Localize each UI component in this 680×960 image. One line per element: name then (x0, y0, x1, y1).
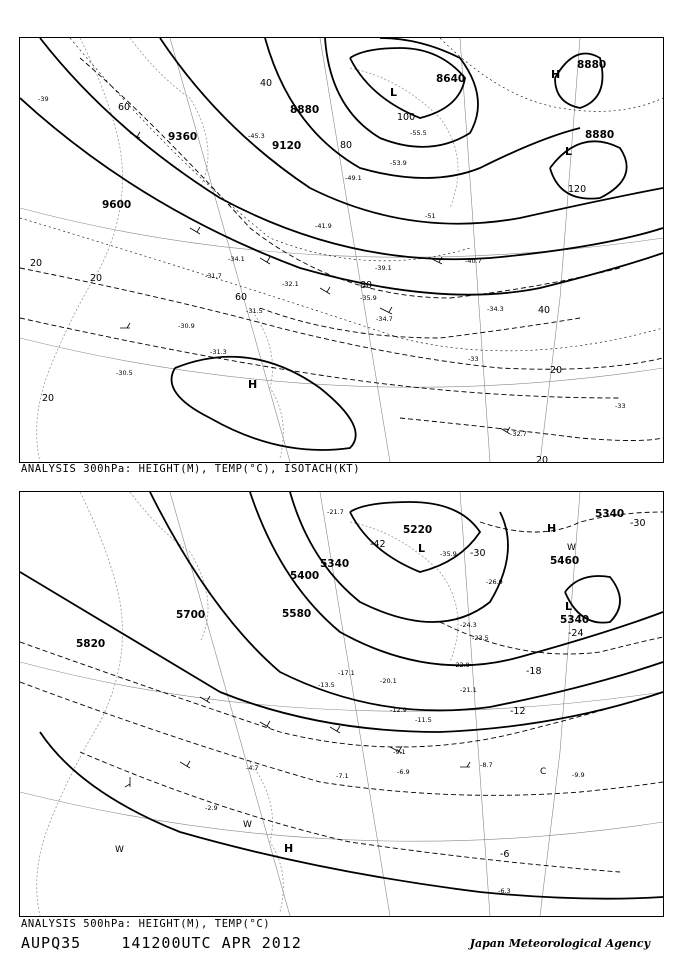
temp-label: -30 (470, 548, 486, 559)
pressure-center-low: L (390, 86, 398, 99)
graticule (20, 38, 663, 462)
pressure-center-high: H (284, 842, 294, 855)
temp-label: -40.7 (465, 257, 482, 265)
isotach-label: 40 (260, 78, 273, 89)
warm-center: W (243, 820, 252, 830)
isotherm-label-group (370, 518, 646, 860)
pressure-center-low: L (565, 145, 573, 158)
temp-label: -35.9 (360, 294, 377, 302)
temp-label: -26.9 (486, 578, 503, 586)
isotach-label: 40 (538, 305, 551, 316)
height-label: 8640 (436, 73, 466, 85)
isotach-label: 20 (42, 393, 55, 404)
height-label: 8880 (585, 129, 615, 141)
warm-center: W (115, 845, 124, 855)
wind-barbs (120, 132, 510, 434)
temp-label: -31.5 (246, 307, 263, 315)
temp-label: -39 (38, 95, 49, 103)
temp-label: -12 (510, 706, 526, 717)
pressure-center-high: H (551, 68, 561, 81)
temp-label: -41.9 (315, 222, 332, 230)
caption-500hpa: ANALYSIS 500hPa: HEIGHT(M), TEMP(°C) (21, 918, 271, 930)
temp-label: -8.7 (480, 761, 493, 769)
map-500hpa (20, 492, 663, 916)
isotach-label: 20 (536, 455, 549, 462)
coastlines (37, 38, 458, 462)
map-300hpa (20, 38, 663, 462)
temp-label: -33 (468, 355, 479, 363)
temp-label: -9.1 (393, 748, 406, 756)
temp-label: -51 (425, 212, 436, 220)
temp-label: -31.7 (205, 272, 222, 280)
height-label: 5460 (550, 555, 580, 567)
temp-label: -24.3 (460, 621, 477, 629)
height-label: 5820 (76, 638, 106, 650)
temp-label: -31.3 (210, 348, 227, 356)
temp-label: -30.9 (178, 322, 195, 330)
chart-panel-500hpa (19, 491, 664, 917)
height-contours (20, 38, 663, 450)
coastlines (37, 492, 458, 916)
height-label: 5700 (176, 609, 206, 621)
height-label-group (102, 59, 614, 211)
isotach-label: 20 (90, 273, 103, 284)
temp-label: -6 (500, 849, 510, 860)
temp-label: -39.1 (375, 264, 392, 272)
temp-label: -6.9 (397, 768, 410, 776)
temp-label: -55.5 (410, 129, 427, 137)
cold-center: C (540, 767, 547, 777)
temp-label: -17.1 (338, 669, 355, 677)
height-label: 5340 (560, 614, 590, 626)
temp-label: -35.9 (440, 550, 457, 558)
height-label: 9120 (272, 140, 302, 152)
pressure-center-high: H (248, 378, 258, 391)
temp-label: -49.1 (345, 174, 362, 182)
height-label: 9360 (168, 131, 198, 143)
isotach-label: 20 (30, 258, 43, 269)
product-id: AUPQ35 (21, 934, 82, 952)
temp-label: -4.7 (246, 764, 259, 772)
temp-label: -53.9 (390, 159, 407, 167)
temp-label-group (38, 95, 626, 438)
isotach-label: 120 (568, 184, 587, 195)
temp-label: -32.7 (510, 430, 527, 438)
temp-label: -23.5 (472, 634, 489, 642)
temp-label: -34.7 (376, 315, 393, 323)
height-label: 8880 (577, 59, 607, 71)
caption-300hpa: ANALYSIS 300hPa: HEIGHT(M), TEMP(°C), ISOTACH(KT) (21, 463, 361, 475)
temp-label: -32.1 (282, 280, 299, 288)
temp-label: -2.9 (205, 804, 218, 812)
temp-label: -34.3 (487, 305, 504, 313)
isotach-label: 20 (550, 365, 563, 376)
temp-label: -30.5 (116, 369, 133, 377)
height-label: 5220 (403, 524, 433, 536)
temp-label: -24 (568, 628, 584, 639)
height-label-group (76, 508, 624, 650)
height-label: 9600 (102, 199, 132, 211)
temp-label: -21.1 (460, 686, 477, 694)
height-contours (20, 492, 663, 899)
height-label: 5340 (595, 508, 625, 520)
temp-label: -20.1 (380, 677, 397, 685)
height-label: 8880 (290, 104, 320, 116)
temp-label: -7.1 (336, 772, 349, 780)
height-label: 5340 (320, 558, 350, 570)
height-label: 5580 (282, 608, 312, 620)
pressure-center-high: H (547, 522, 557, 535)
temp-label: -9.9 (572, 771, 585, 779)
temp-label: -12.9 (390, 706, 407, 714)
temp-label: -22.9 (453, 661, 470, 669)
temp-label: -45.3 (248, 132, 265, 140)
pressure-center-low: L (418, 542, 426, 555)
chart-panel-300hpa (19, 37, 664, 463)
agency-name: Japan Meteorological Agency (469, 937, 650, 950)
warm-center: W (567, 543, 576, 553)
temp-label: -11.5 (415, 716, 432, 724)
isotach-label: 80 (360, 280, 373, 291)
analysis-datetime: 141200UTC APR 2012 (121, 934, 302, 952)
product-header (21, 934, 302, 952)
temp-label: -6.3 (498, 887, 511, 895)
isotach-label: 60 (118, 102, 131, 113)
isotach-label: 80 (340, 140, 353, 151)
pressure-center-low: L (565, 600, 573, 613)
isotach-label: 100 (397, 112, 416, 123)
temp-label: -21.7 (327, 508, 344, 516)
temp-label: -30 (630, 518, 646, 529)
temp-label: -18 (526, 666, 542, 677)
temp-label: -13.5 (318, 681, 335, 689)
isotach-label: 60 (235, 292, 248, 303)
temp-label: -34.1 (228, 255, 245, 263)
temp-label: -42 (370, 539, 386, 550)
height-label: 5400 (290, 570, 320, 582)
isotherms (20, 38, 663, 351)
temp-label: -33 (615, 402, 626, 410)
